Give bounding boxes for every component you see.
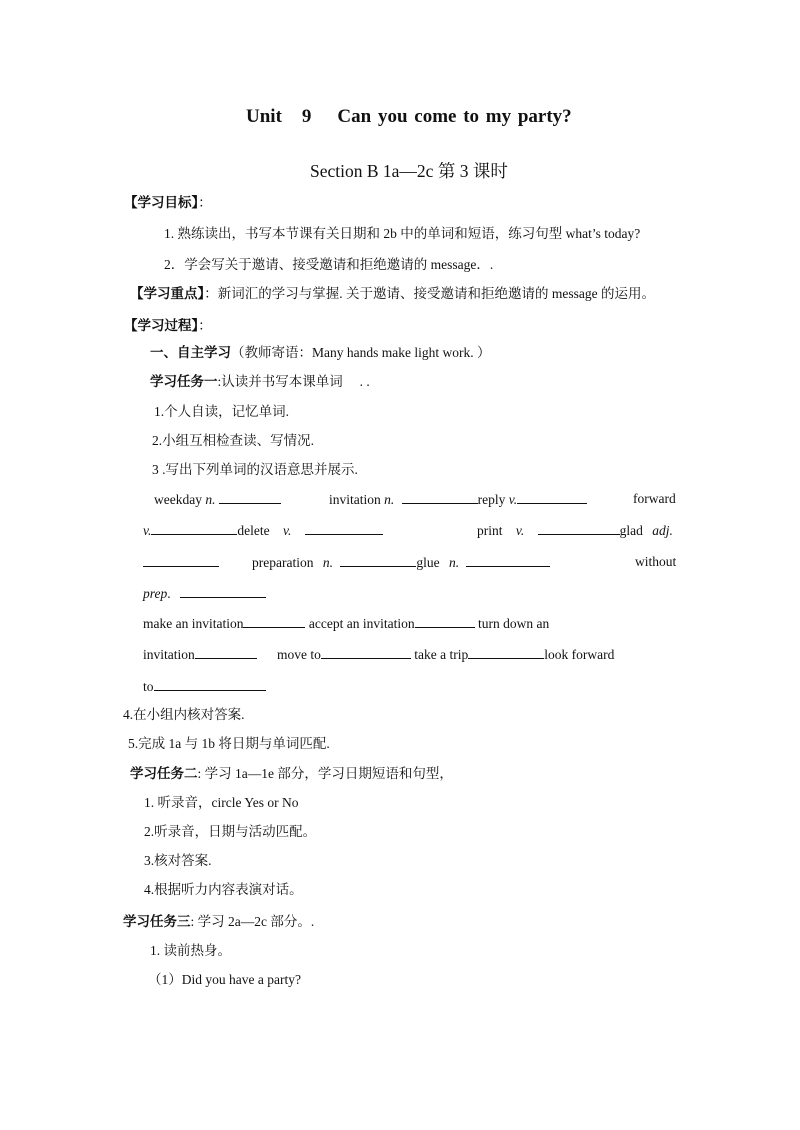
title-unit: Unit (246, 106, 282, 127)
phrase-move-to: move to (277, 647, 321, 662)
word-glad: glad (619, 523, 643, 538)
answer-blank[interactable] (151, 521, 237, 535)
word-glue: glue (416, 555, 440, 570)
pos-n: n. (205, 492, 216, 507)
word-delete: delete (237, 523, 270, 538)
word-reply: reply (477, 492, 506, 507)
task3-heading: 学习任务三 (123, 914, 191, 929)
task3-step-2: （1）Did you have a party? (148, 972, 301, 987)
process-heading-label: 【学习过程】 (124, 318, 199, 333)
key-points-text: ：新词汇的学习与掌握. 关于邀请、接受邀请和拒绝邀请的 message 的运用。 (204, 286, 655, 301)
vocab-invitation (329, 490, 587, 509)
objectives-heading (124, 194, 212, 212)
answer-blank[interactable] (538, 521, 620, 535)
pos-n: n. (448, 555, 460, 570)
answer-blank[interactable] (466, 553, 550, 567)
answer-blank[interactable] (402, 490, 478, 504)
key-points (130, 285, 655, 303)
phrase-row-3 (143, 677, 266, 696)
document-title (246, 108, 572, 126)
vocab-forward-delete (143, 521, 383, 540)
pos-adj: adj. (652, 523, 673, 538)
self-study (150, 344, 490, 362)
phrase-invitation: invitation (143, 647, 195, 662)
answer-blank[interactable] (340, 553, 416, 567)
task2-step-4: 4.根据听力内容表演对话。 (144, 882, 303, 897)
answer-blank[interactable] (243, 614, 305, 628)
answer-blank[interactable] (219, 490, 281, 504)
objectives-heading-colon: ： (198, 195, 212, 210)
task3-text: : 学习 2a—2c 部分。. (190, 914, 315, 929)
pos-prep-dot: . (167, 586, 171, 601)
task1-step-1: 1.个人自读，记忆单词. (154, 404, 289, 419)
pos-v: v. (508, 492, 518, 507)
phrase-row-2b (277, 645, 614, 664)
word-invitation: invitation (329, 492, 381, 507)
task2-step-1: 1. 听录音，circle Yes or No (144, 795, 299, 810)
task1-heading: 学习任务一 (150, 374, 218, 389)
word-without: without (635, 554, 677, 569)
phrase-turn-down-an: turn down an (477, 616, 550, 631)
task2-heading: 学习任务二 (130, 766, 198, 781)
task1-step-3: 3 .写出下列单词的汉语意思并展示. (152, 462, 358, 477)
phrase-to: to (143, 679, 154, 694)
answer-blank[interactable] (180, 584, 266, 598)
task2-step-3: 3.核对答案. (144, 853, 212, 868)
vocab-without-pos (143, 584, 266, 603)
phrase-make-an-invitation: make an invitation (143, 616, 244, 631)
pos-v: v. (282, 523, 292, 538)
after-vocab-step-5: 5.完成 1a 与 1b 将日期与单词匹配. (128, 736, 330, 751)
word-weekday: weekday (154, 492, 202, 507)
objective-item-1: 1. 熟练读出，书写本节课有关日期和 2b 中的单词和短语，练习句型 what’s today? (164, 226, 641, 241)
phrase-row-1 (143, 614, 549, 633)
self-study-heading: 一、自主学习 (150, 345, 231, 360)
phrase-accept-an-invitation: accept an invitation (308, 616, 415, 631)
phrase-take-a-trip: take a trip (414, 647, 469, 662)
word-forward: forward (633, 491, 676, 506)
answer-blank[interactable] (305, 521, 383, 535)
title-unit-number: 9 (301, 106, 312, 127)
vocab-preparation-glue (252, 553, 550, 572)
pos-n: n. (384, 492, 395, 507)
answer-blank[interactable] (321, 645, 411, 659)
vocab-glad-blank (143, 553, 219, 572)
phrase-look-forward: look forward (544, 647, 615, 662)
task2-text: : 学习 1a—1e 部分，学习日期短语和句型， (197, 766, 453, 781)
after-vocab-step-4: 4.在小组内核对答案. (123, 707, 245, 722)
task3-line (123, 913, 314, 931)
title-text: Can you come to my party? (337, 106, 572, 127)
task1-text: :认读并书写本课单词 . . (217, 374, 370, 389)
answer-blank[interactable] (415, 614, 475, 628)
answer-blank[interactable] (195, 645, 257, 659)
pos-n: n. (322, 555, 333, 570)
answer-blank[interactable] (143, 553, 219, 567)
answer-blank[interactable] (468, 645, 544, 659)
self-study-note: （教师寄语：Many hands make light work. ） (231, 345, 491, 360)
section-subtitle: Section B 1a—2c 第 3 课时 (310, 161, 508, 181)
answer-blank[interactable] (154, 677, 266, 691)
objective-item-2: 2．学会写关于邀请、接受邀请和拒绝邀请的 message．. (164, 257, 494, 272)
process-heading (124, 317, 212, 335)
pos-v: v. (143, 523, 152, 538)
answer-blank[interactable] (517, 490, 587, 504)
vocab-print-glad (477, 521, 673, 540)
task1-line (150, 373, 370, 391)
task2-line (130, 765, 453, 783)
objectives-heading-label: 【学习目标】 (124, 195, 199, 210)
pos-prep: prep (143, 586, 168, 601)
task2-step-2: 2.听录音，日期与活动匹配。 (144, 824, 317, 839)
task1-step-2: 2.小组互相检查读、写情况. (152, 433, 314, 448)
pos-v: v. (515, 523, 525, 538)
phrase-row-2 (143, 645, 257, 664)
key-points-heading: 【学习重点】 (130, 286, 205, 301)
word-preparation: preparation (252, 555, 314, 570)
vocab-weekday (154, 490, 281, 509)
process-heading-colon: ： (198, 318, 212, 333)
task3-step-1: 1. 读前热身。 (150, 943, 231, 958)
word-print: print (477, 523, 503, 538)
